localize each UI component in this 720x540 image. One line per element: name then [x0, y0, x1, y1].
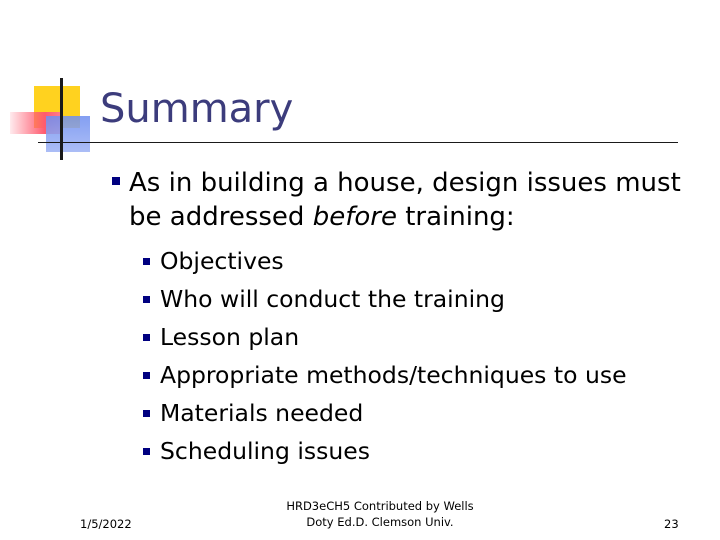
decorative-blue-square — [46, 116, 90, 152]
main-bullet-text — [129, 166, 692, 234]
square-bullet-icon — [143, 448, 150, 455]
sub-bullet-text: Lesson plan — [160, 323, 300, 351]
sub-bullet-text: Objectives — [160, 247, 284, 275]
footer-page-number: 23 — [664, 517, 679, 531]
footer-date: 1/5/2022 — [80, 517, 132, 531]
square-bullet-icon — [112, 177, 120, 185]
square-bullet-icon — [143, 296, 150, 303]
sub-bullet-text: Materials needed — [160, 399, 364, 427]
decorative-vertical-line — [60, 78, 63, 160]
square-bullet-icon — [143, 258, 150, 265]
title-underline — [38, 142, 678, 143]
sub-bullet-text: Scheduling issues — [160, 437, 370, 465]
main-bullet-text-after: training: — [396, 202, 515, 232]
footer-credit-line1: HRD3eCH5 Contributed by Wells — [286, 499, 474, 513]
footer-credit — [250, 498, 510, 530]
slide-title: Summary — [100, 86, 294, 132]
square-bullet-icon — [143, 334, 150, 341]
footer-credit-line2: Doty Ed.D. Clemson Univ. — [306, 515, 454, 529]
main-bullet-text-before: As in building a house, design issues must be addressed — [129, 168, 681, 232]
main-bullet — [112, 166, 692, 234]
sub-bullet-text: Appropriate methods/techniques to use — [160, 361, 627, 389]
main-bullet-emphasis: before — [312, 202, 397, 232]
sub-bullet-text: Who will conduct the training — [160, 285, 505, 313]
square-bullet-icon — [143, 410, 150, 417]
square-bullet-icon — [143, 372, 150, 379]
